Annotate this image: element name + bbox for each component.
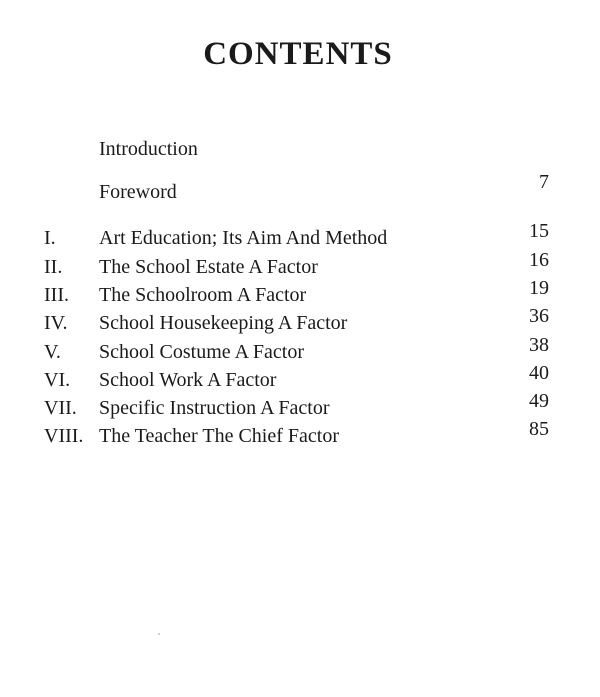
toc-entry-chapter: [0, 305, 600, 335]
toc-entry-label: Foreword: [99, 181, 177, 203]
toc-entry-page: 49: [529, 390, 549, 412]
toc-entry-page: 16: [529, 249, 549, 271]
toc-entry-page: 85: [529, 418, 549, 440]
toc-entry-label: Introduction: [99, 138, 198, 160]
toc-entry-label: The Teacher The Chief Factor: [99, 425, 339, 447]
paper-speck: [158, 633, 160, 635]
toc-entry-page: 36: [529, 305, 549, 327]
toc-entry-chapter: [0, 362, 600, 392]
toc-entry-label: School Costume A Factor: [99, 341, 304, 363]
toc-entry-introduction: [0, 137, 600, 161]
toc-entry-page: 7: [539, 171, 549, 193]
toc-entry-page: 38: [529, 334, 549, 356]
toc-entry-foreword: [0, 171, 600, 204]
toc-entry-page: 19: [529, 277, 549, 299]
toc-entry-label: The School Estate A Factor: [99, 256, 318, 278]
toc-chapter-number: VII.: [44, 397, 77, 419]
toc-entry-label: Specific Instruction A Factor: [99, 397, 330, 419]
toc-chapter-number: VI.: [44, 369, 71, 391]
toc-entry-chapter: [0, 418, 600, 448]
toc-entry-label: School Housekeeping A Factor: [99, 312, 348, 334]
toc-entry-chapter: [0, 390, 600, 420]
toc-chapter-number: V.: [44, 341, 61, 363]
toc-entry-label: School Work A Factor: [99, 369, 277, 391]
toc-entry-page: 15: [529, 220, 549, 242]
toc-chapter-number: IV.: [44, 312, 68, 334]
toc-entry-chapter: [0, 249, 600, 279]
toc-entry-label: The Schoolroom A Factor: [99, 284, 307, 306]
toc-entry-page: 40: [529, 362, 549, 384]
page-title: CONTENTS: [203, 36, 393, 72]
toc-chapter-number: III.: [44, 284, 69, 306]
toc-chapter-number: II.: [44, 256, 63, 278]
toc-entry-label: Art Education; Its Aim And Method: [99, 227, 388, 249]
toc-entry-chapter: [0, 334, 600, 364]
toc-chapter-number: I.: [44, 227, 56, 249]
toc-entry-chapter: [0, 277, 600, 307]
toc-chapter-number: VIII.: [44, 425, 84, 447]
toc-entry-chapter: [0, 220, 600, 250]
